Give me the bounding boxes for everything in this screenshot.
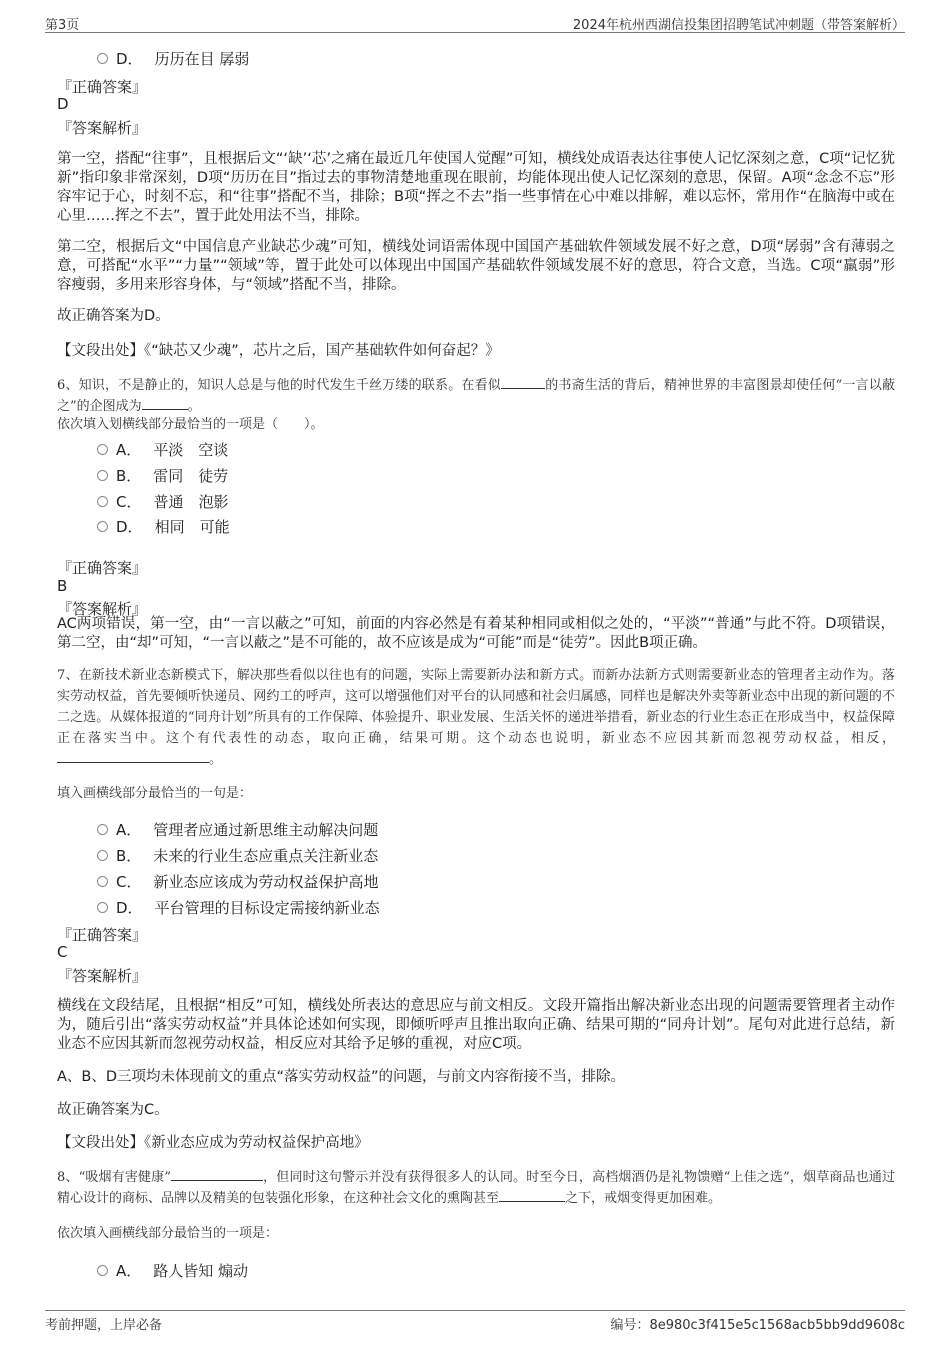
q8-option-a[interactable]: A． 路人皆知 煽动 (97, 1260, 248, 1281)
q6-instruction: 依次填入划横线部分最恰当的一项是（ ）。 (57, 417, 324, 432)
radio-icon[interactable] (97, 521, 108, 532)
q6-answer-label: 『正确答案』 (57, 559, 148, 577)
q7-answer: C (57, 943, 68, 961)
document-code: 编号：8e980c3f415e5c1568acb5bb9dd9608c (610, 1318, 905, 1333)
q8-blank-1 (171, 1168, 263, 1181)
q7-option-c[interactable]: C． 新业态应该成为劳动权益保护高地 (97, 871, 379, 892)
q8-question: 8、“吸烟有害健康” ，但同时这句警示并没有获得很多人的认同。时至今日，高档烟酒仍是礼物馈赠“上佳之选”，烟草商品也通过精心设计的商标、品牌以及精美的包装强化形象，在这种社会文化的熏陶甚至 之下，戒烟变得更加困难。 (57, 1170, 895, 1206)
q5-option-d[interactable]: D． 历历在目 孱弱 (97, 48, 249, 69)
q7-analysis-p1: 横线在文段结尾，且根据“相反”可知，横线处所表达的意思应与前文相反。文段开篇指出解决新业态出现的问题需要管理者主动作为，随后引出“落实劳动权益”并具体论述如何实现，即倾听呼声且推出取向正确、结果可期的“同舟计划”。尾句对此进行总结，新业态不应因其新而忽视劳动权益，相反应对其给予足够的重视，对应C项。 (57, 998, 895, 1052)
q7-answer-label: 『正确答案』 (57, 926, 148, 944)
q5-answer-label: 『正确答案』 (57, 78, 148, 96)
q5-conclusion: 故正确答案为D。 (57, 308, 170, 324)
radio-icon[interactable] (97, 496, 108, 507)
q6-question: 6、知识，不是静止的，知识人总是与他的时代发生千丝万缕的联系。在看似 的书斋生活的背后，精神世界的丰富图景却使任何“一言以蔽之”的企图成为 。 (57, 378, 895, 414)
q7-conclusion: 故正确答案为C。 (57, 1102, 169, 1118)
q7-analysis-label: 『答案解析』 (57, 967, 148, 985)
document-title: 2024年杭州西湖信投集团招聘笔试冲刺题（带答案解析） (572, 18, 905, 33)
q7-option-b[interactable]: B． 未来的行业生态应重点关注新业态 (97, 845, 378, 866)
q5-analysis-p1: 第一空，搭配“往事”，且根据后文“‘缺’‘芯’之痛在最近几年使国人觉醒”可知，横线处成语表达往事使人记忆深刻之意，C项“记忆犹新”指印象非常深刻，D项“历历在目”指过去的事物清楚地重现在眼前，均能体现出使人记忆深刻的意思，保留。A项“念念不忘”形容牢记于心，时刻不忘，和“往事”搭配不当，排除；B项“挥之不去”指一些事情在心中难以排解，难以忘怀，常用作“在脑海中或在心里……挥之不去”，置于此处用法不当，排除。 (57, 151, 895, 224)
q7-question: 7、在新技术新业态新模式下，解决那些看似以往也有的问题，实际上需要新办法和新方式。而新办法新方式则需要新业态的管理者主动作为。落实劳动权益，首先要倾听快递员、网约工的呼声，这可以增强他们对平台的认同感和社会归属感，同样也是解决外卖等新业态中出现的新问题的不二之选。从媒体报道的“同舟计划”所具有的工作保障、体验提升、职业发展、生活关怀的递进举措看，新业态的行业生态正在形成当中，权益保障正在落实当中。这个有代表性的动态，取向正确，结果可期。这个动态也说明，新业态不应因其新而忽视劳动权益，相反，。 (57, 668, 895, 767)
q6-option-a[interactable]: A． 平淡 空谈 (97, 439, 228, 460)
radio-icon[interactable] (97, 902, 108, 913)
q6-option-c[interactable]: C． 普通 泡影 (97, 491, 229, 512)
radio-icon[interactable] (97, 876, 108, 887)
q5-analysis-label: 『答案解析』 (57, 119, 148, 137)
page-number: 第3页 (45, 18, 80, 33)
page-footer (45, 1310, 905, 1333)
q6-answer: B (57, 577, 68, 595)
q7-analysis-p2: A、B、D三项均未体现前文的重点“落实劳动权益”的问题，与前文内容衔接不当，排除。 (57, 1069, 626, 1085)
q7-option-d[interactable]: D． 平台管理的目标设定需接纳新业态 (97, 897, 380, 918)
q8-instruction: 依次填入画横线部分最恰当的一项是： (57, 1226, 279, 1241)
radio-icon[interactable] (97, 850, 108, 861)
q7-source: 【文段出处】《新业态应成为劳动权益保护高地》 (57, 1135, 369, 1151)
radio-icon[interactable] (97, 824, 108, 835)
q6-analysis: AC两项错误，第一空，由“一言以蔽之”可知，前面的内容必然是有着某种相同或相似之处的，“平淡”“普通”与此不符。D项错误，第二空，由“却”可知，“一言以蔽之”是不可能的，故不应该是成为“可能”而是“徒劳”。因此B项正确。 (57, 616, 895, 651)
footer-slogan: 考前押题，上岸必备 (45, 1318, 163, 1333)
q6-option-d[interactable]: D． 相同 可能 (97, 516, 230, 537)
radio-icon[interactable] (97, 1265, 108, 1276)
q5-answer: D (57, 95, 69, 113)
radio-icon[interactable] (97, 470, 108, 481)
q8-blank-2 (499, 1189, 565, 1202)
q6-blank-2 (142, 397, 188, 410)
page-header (45, 14, 905, 33)
radio-icon[interactable] (97, 444, 108, 455)
q7-option-a[interactable]: A． 管理者应通过新思维主动解决问题 (97, 819, 378, 840)
radio-icon[interactable] (97, 53, 108, 64)
q6-blank-1 (501, 376, 545, 389)
q6-analysis-label: 『答案解析』 (57, 600, 148, 618)
q7-instruction: 填入画横线部分最恰当的一句是： (57, 786, 253, 801)
q7-blank (57, 750, 209, 763)
q6-option-b[interactable]: B． 雷同 徒劳 (97, 465, 228, 486)
q5-analysis-p2: 第二空，根据后文“中国信息产业缺芯少魂”可知，横线处词语需体现中国国产基础软件领域发展不好之意，D项“孱弱”含有薄弱之意，可搭配“水平”“力量”“领域”等，置于此处可以体现出中国国产基础软件领域发展不好的意思，符合文意，当选。C项“羸弱”形容瘦弱，多用来形容身体，与“领域”搭配不当，排除。 (57, 239, 895, 293)
q5-source: 【文段出处】《“缺芯又少魂”，芯片之后，国产基础软件如何奋起？》 (57, 343, 500, 359)
